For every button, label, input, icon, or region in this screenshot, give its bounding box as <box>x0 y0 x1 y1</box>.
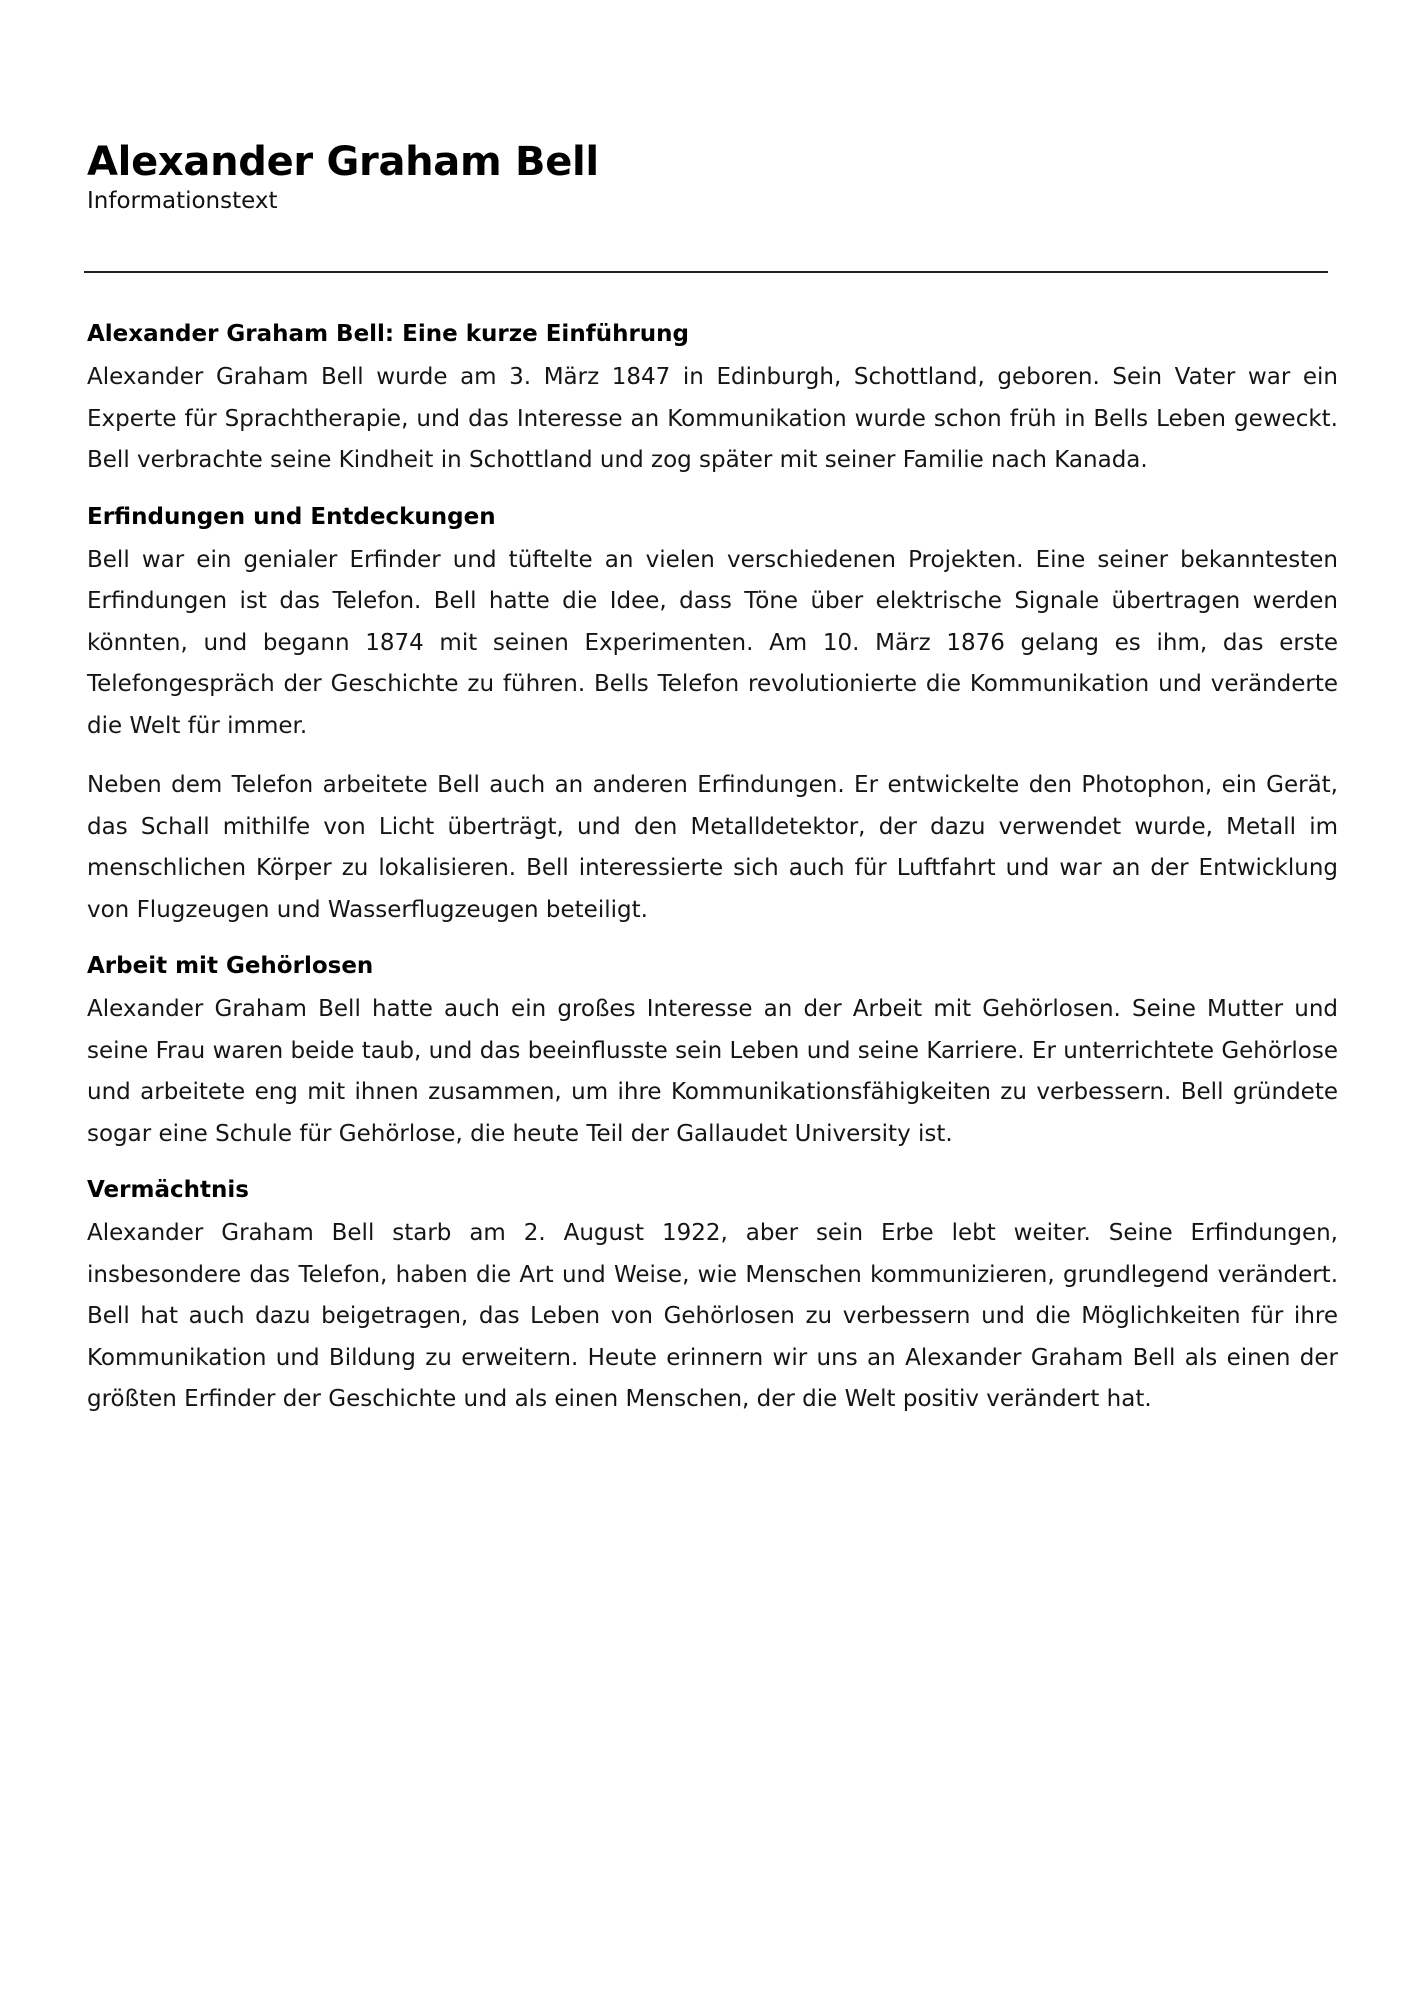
paragraph: Alexander Graham Bell starb am 2. August 1922, aber sein Erbe lebt weiter. Seine Erfindungen, insbesondere das Telefon, haben die Art und Weise, wie Menschen kommunizieren, grundlegend verändert. Bell hat auch dazu beigetragen, das Leben von Gehörlosen zu verbessern und die Möglichkeiten für ihre Kommunikation und Bildung zu erweitern. Heute erinnern wir uns an Alexander Graham Bell als einen der größten Erfinder der Geschichte und als einen Menschen, der die Welt positiv verändert hat. <box>87 1220 1338 1412</box>
section-legacy <box>87 1173 1338 1421</box>
paragraph: Alexander Graham Bell wurde am 3. März 1847 in Edinburgh, Schottland, geboren. Sein Vater war ein Experte für Sprachtherapie, und das Interesse an Kommunikation wurde schon früh in Bells Leben geweckt. Bell verbrachte seine Kindheit in Schottland und zog später mit seiner Familie nach Kanada. <box>87 364 1338 473</box>
section-heading: Vermächtnis <box>87 1177 249 1203</box>
section-inventions <box>87 500 1338 932</box>
document-subtitle: Informationstext <box>87 188 278 214</box>
section-introduction <box>87 317 1338 482</box>
paragraph: Neben dem Telefon arbeitete Bell auch an anderen Erfindungen. Er entwickelte den Photophon, ein Gerät, das Schall mithilfe von Licht überträgt, und den Metalldetektor, der dazu verwendet wurde, Metall im menschlichen Körper zu lokalisieren. Bell interessierte sich auch für Luftfahrt und war an der Entwicklung von Flugzeugen und Wasserflugzeugen beteiligt. <box>87 772 1338 923</box>
section-deaf-work <box>87 949 1338 1155</box>
paragraph: Bell war ein genialer Erfinder und tüftelte an vielen verschiedenen Projekten. Eine seiner bekanntesten Erfindungen ist das Telefon. Bell hatte die Idee, dass Töne über elektrische Signale übertragen werden könnten, und begann 1874 mit seinen Experimenten. Am 10. März 1876 gelang es ihm, das erste Telefongespräch der Geschichte zu führen. Bells Telefon revolutionierte die Kommunikation und veränderte die Welt für immer. <box>87 546 1338 739</box>
section-heading: Erfindungen und Entdeckungen <box>87 503 496 530</box>
header-divider <box>84 271 1328 273</box>
document-title: Alexander Graham Bell <box>87 139 599 185</box>
paragraph: Alexander Graham Bell hatte auch ein großes Interesse an der Arbeit mit Gehörlosen. Seine Mutter und seine Frau waren beide taub, und das beeinflusste sein Leben und seine Karriere. Er unterrichtete Gehörlose und arbeitete eng mit ihnen zusammen, um ihre Kommunikationsfähigkeiten zu verbessern. Bell gründete sogar eine Schule für Gehörlose, die heute Teil der Gallaudet University ist. <box>87 996 1338 1147</box>
section-heading: Alexander Graham Bell: Eine kurze Einführung <box>87 321 689 347</box>
document-body <box>87 317 1338 1439</box>
section-heading: Arbeit mit Gehörlosen <box>87 953 374 979</box>
document-header <box>87 138 1327 216</box>
